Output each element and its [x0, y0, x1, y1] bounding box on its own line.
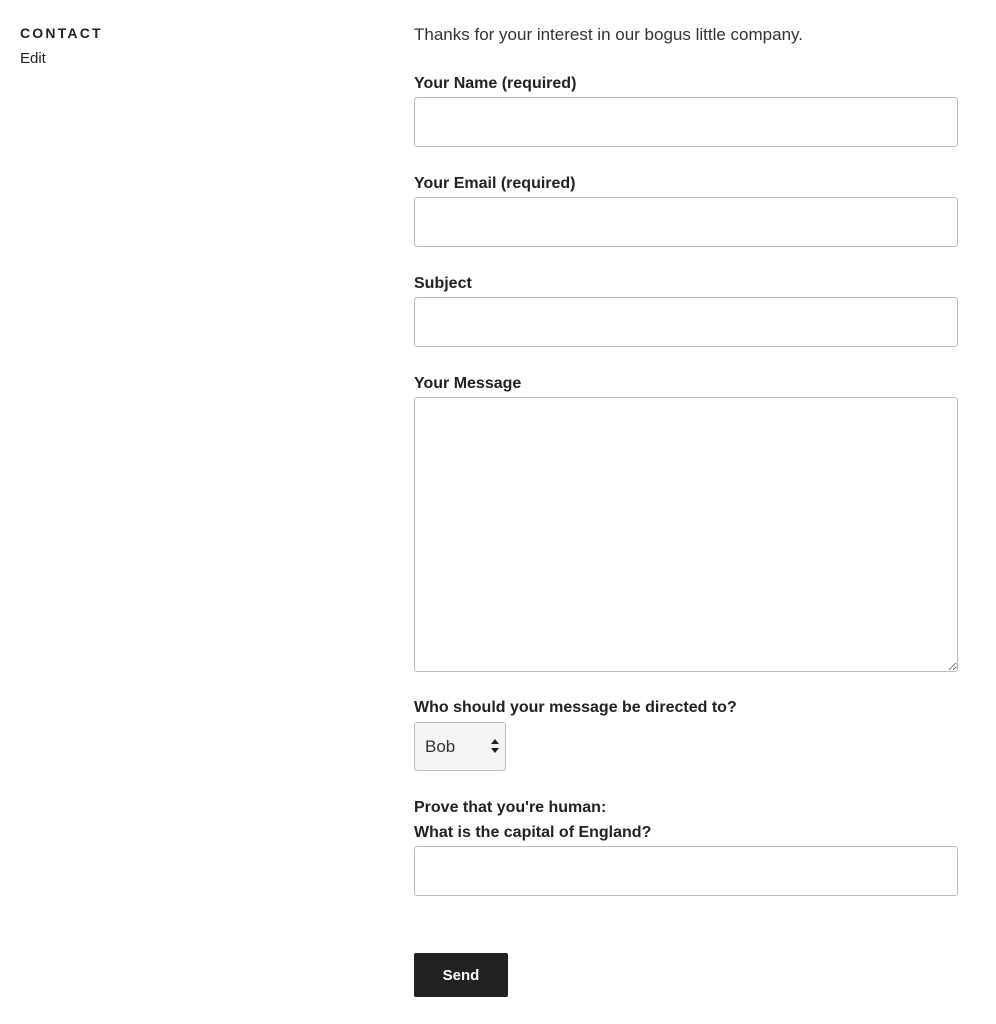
- captcha-label-line1: Prove that you're human:: [414, 799, 607, 816]
- send-button[interactable]: Send: [414, 953, 508, 997]
- edit-link[interactable]: Edit: [20, 50, 46, 67]
- intro-text: Thanks for your interest in our bogus little company.: [414, 25, 803, 44]
- email-field[interactable]: [414, 197, 958, 247]
- subject-field[interactable]: [414, 297, 958, 347]
- email-label: Your Email (required): [414, 175, 576, 192]
- recipient-label: Who should your message be directed to?: [414, 699, 737, 716]
- name-field[interactable]: [414, 97, 958, 147]
- captcha-label-line2: What is the capital of England?: [414, 824, 652, 841]
- page-title: CONTACT: [20, 25, 103, 41]
- message-label: Your Message: [414, 375, 522, 392]
- subject-label: Subject: [414, 275, 472, 292]
- select-updown-arrows-icon: [490, 738, 500, 754]
- captcha-field[interactable]: [414, 846, 958, 896]
- message-field[interactable]: [414, 397, 958, 672]
- recipient-selected-value: Bob: [425, 737, 456, 756]
- name-label: Your Name (required): [414, 75, 577, 92]
- recipient-select[interactable]: [414, 722, 506, 771]
